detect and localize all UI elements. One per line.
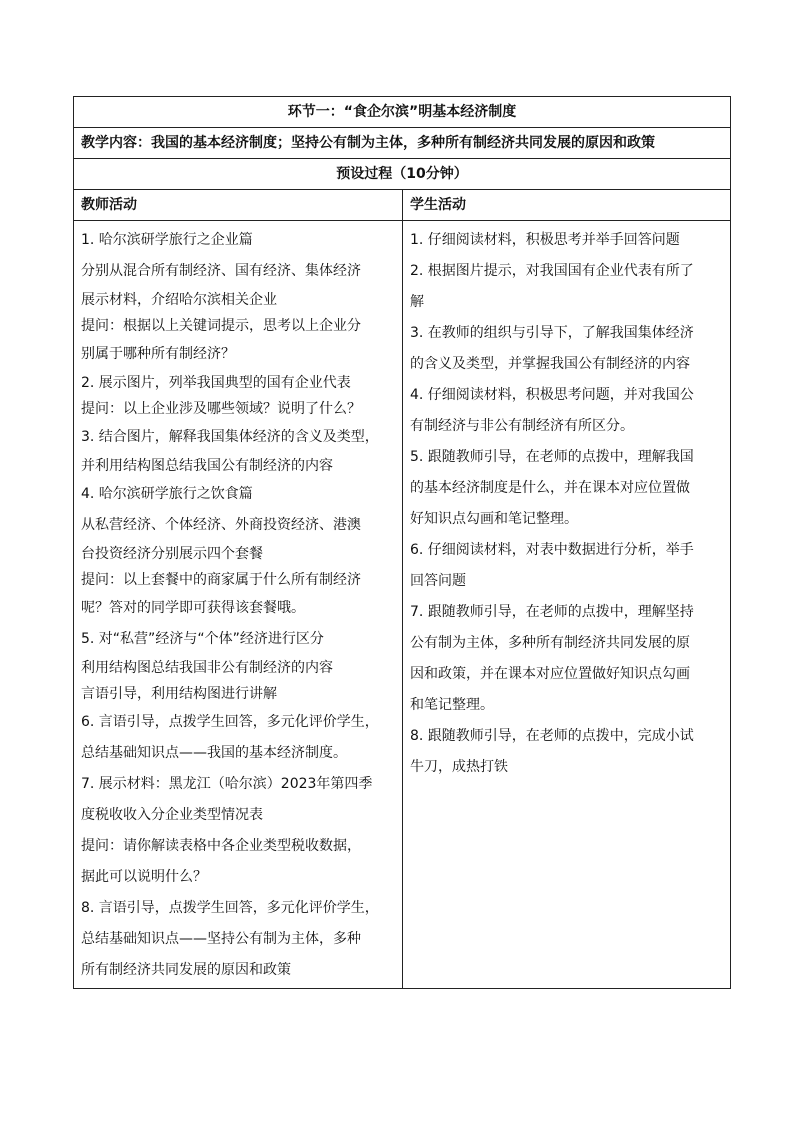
student-line: 的含义及类型，并掌握我国公有制经济的内容 <box>410 356 690 372</box>
column-header-row <box>74 190 731 221</box>
teacher-line: 3. 结合图片，解释我国集体经济的含义及类型， <box>81 429 379 445</box>
student-line: 的基本经济制度是什么，并在课本对应位置做 <box>410 480 690 496</box>
lesson-plan-table <box>73 96 731 989</box>
section-title: 环节一：“食企尔滨”明基本经济制度 <box>74 97 731 128</box>
teacher-line: 总结基础知识点——我国的基本经济制度。 <box>81 745 347 761</box>
student-line: 和笔记整理。 <box>410 697 494 713</box>
process-heading: 预设过程（10分钟） <box>74 159 731 190</box>
teacher-line: 8. 言语引导，点拨学生回答，多元化评价学生， <box>81 900 379 916</box>
student-line: 有制经济与非公有制经济有所区分。 <box>410 418 634 434</box>
teacher-line: 总结基础知识点——坚持公有制为主体，多种 <box>81 931 361 947</box>
teacher-line: 度税收收入分企业类型情况表 <box>81 807 263 823</box>
content-row <box>74 128 731 159</box>
student-line: 公有制为主体，多种所有制经济共同发展的原 <box>410 635 690 651</box>
teaching-content: 教学内容：我国的基本经济制度；坚持公有制为主体，多种所有制经济共同发展的原因和政策 <box>74 128 731 159</box>
teacher-line: 所有制经济共同发展的原因和政策 <box>81 962 291 978</box>
process-row <box>74 159 731 190</box>
teacher-line: 并利用结构图总结我国公有制经济的内容 <box>81 458 333 474</box>
teacher-line: 6. 言语引导，点拨学生回答，多元化评价学生， <box>81 714 379 730</box>
student-line: 回答问题 <box>410 573 466 589</box>
student-line: 因和政策，并在课本对应位置做好知识点勾画 <box>410 666 690 682</box>
teacher-line: 5. 对“私营”经济与“个体”经济进行区分 <box>81 631 324 647</box>
teacher-line: 分别从混合所有制经济、国有经济、集体经济 <box>81 263 361 279</box>
student-line: 4. 仔细阅读材料，积极思考问题，并对我国公 <box>410 387 694 403</box>
teacher-line: 提问：以上套餐中的商家属于什么所有制经济 <box>81 572 361 588</box>
teacher-line: 提问：请你解读表格中各企业类型税收数据， <box>81 838 361 854</box>
teacher-line: 呢？答对的同学即可获得该套餐哦。 <box>81 600 305 616</box>
student-line: 好知识点勾画和笔记整理。 <box>410 511 578 527</box>
teacher-line: 提问：以上企业涉及哪些领域？说明了什么？ <box>81 401 361 417</box>
student-activity-header: 学生活动 <box>403 190 731 221</box>
title-row <box>74 97 731 128</box>
teacher-activity-list <box>74 221 403 989</box>
teacher-line: 别属于哪种所有制经济？ <box>81 346 235 362</box>
teacher-line: 提问：根据以上关键词提示，思考以上企业分 <box>81 318 361 334</box>
teacher-activity-header: 教师活动 <box>74 190 403 221</box>
teacher-line: 7. 展示材料：黑龙江（哈尔滨）2023年第四季 <box>81 776 373 792</box>
student-line: 6. 仔细阅读材料，对表中数据进行分析，举手 <box>410 542 694 558</box>
teacher-line: 1. 哈尔滨研学旅行之企业篇 <box>81 232 253 248</box>
student-line: 7. 跟随教师引导，在老师的点拨中，理解坚持 <box>410 604 694 620</box>
student-line: 5. 跟随教师引导，在老师的点拨中，理解我国 <box>410 449 694 465</box>
student-line: 8. 跟随教师引导，在老师的点拨中，完成小试 <box>410 728 694 744</box>
teacher-line: 台投资经济分别展示四个套餐 <box>81 546 263 562</box>
student-line: 解 <box>410 294 424 310</box>
activity-row <box>74 221 731 989</box>
teacher-line: 言语引导，利用结构图进行讲解 <box>81 686 277 702</box>
teacher-line: 展示材料，介绍哈尔滨相关企业 <box>81 292 277 308</box>
student-activity-list <box>403 221 731 989</box>
teacher-line: 4. 哈尔滨研学旅行之饮食篇 <box>81 486 253 502</box>
student-line: 1. 仔细阅读材料，积极思考并举手回答问题 <box>410 232 680 248</box>
teacher-line: 据此可以说明什么？ <box>81 869 207 885</box>
teacher-line: 2. 展示图片，列举我国典型的国有企业代表 <box>81 375 351 391</box>
teacher-line: 从私营经济、个体经济、外商投资经济、港澳 <box>81 517 361 533</box>
student-line: 牛刀，成热打铁 <box>410 759 508 775</box>
student-line: 3. 在教师的组织与引导下，了解我国集体经济 <box>410 325 694 341</box>
student-line: 2. 根据图片提示，对我国国有企业代表有所了 <box>410 263 694 279</box>
teacher-line: 利用结构图总结我国非公有制经济的内容 <box>81 660 333 676</box>
